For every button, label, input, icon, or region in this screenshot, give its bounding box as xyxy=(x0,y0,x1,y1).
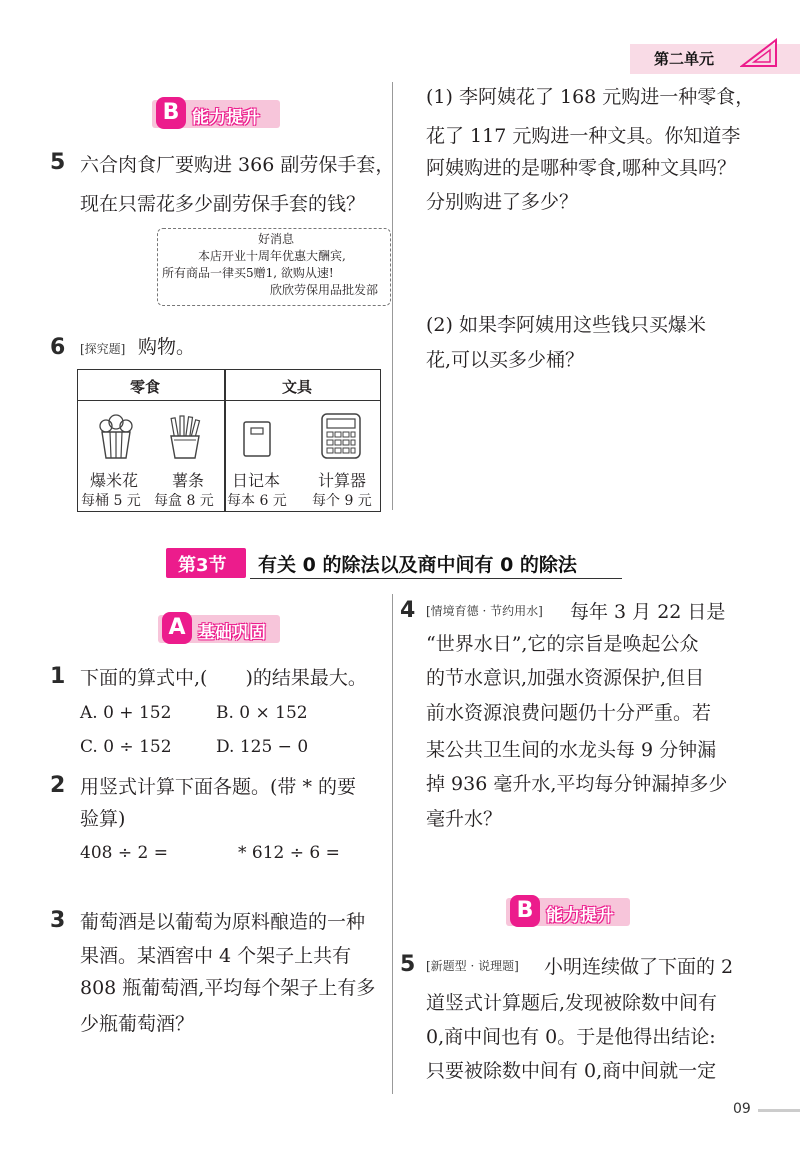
q1-option: C. 0 ÷ 152 xyxy=(80,737,172,757)
badge-label: 能力提升 xyxy=(192,108,260,128)
q4-line: 每年 3 月 22 日是 xyxy=(570,601,726,623)
badge-label: 能力提升 xyxy=(546,906,614,926)
item-name: 薯条 xyxy=(172,471,205,490)
q1-option: A. 0 + 152 xyxy=(80,703,172,723)
q5b-line: 道竖式计算题后,发现被除数中间有 xyxy=(426,992,718,1014)
question-number: 3 xyxy=(50,908,66,933)
notice-line: 所有商品一律买5赠1, 欲购从速! xyxy=(162,266,334,280)
header-stationery: 文具 xyxy=(282,378,313,396)
p2-line: (2) 如果李阿姨用这些钱只买爆米 xyxy=(426,314,706,336)
question-tag: [新题型 · 说理题] xyxy=(426,959,519,973)
p1-line: 花了 117 元购进一种文具。你知道李 xyxy=(426,125,741,147)
q5b-line: 小明连续做了下面的 2 xyxy=(544,956,734,978)
q5b-line: 0,商中间也有 0。于是他得出结论: xyxy=(426,1026,716,1048)
section-badge: 第3节 xyxy=(178,555,227,576)
q2-line: 用竖式计算下面各题。(带 * 的要 xyxy=(80,776,356,798)
shopping-table xyxy=(77,369,381,512)
p1-line: (1) 李阿姨花了 168 元购进一种零食， xyxy=(426,86,755,108)
item-price: 每桶 5 元 xyxy=(81,493,141,509)
footer-rule xyxy=(758,1109,800,1112)
header-snacks: 零食 xyxy=(130,378,161,396)
unit-header xyxy=(630,44,800,74)
notice-title: 好消息 xyxy=(258,232,295,246)
q2-expr: 408 ÷ 2 = xyxy=(80,843,168,863)
badge-ability xyxy=(506,898,630,926)
section-title: 有关 0 的除法以及商中间有 0 的除法 xyxy=(258,554,577,576)
q5b-line: 只要被除数中间有 0,商中间就一定 xyxy=(426,1060,717,1082)
notice-signature: 欣欣劳保用品批发部 xyxy=(270,283,379,297)
triangle-ruler-icon xyxy=(740,38,778,68)
popcorn-icon xyxy=(96,414,136,460)
p1-line: 分别购进了多少？ xyxy=(426,191,579,213)
q1-option: B. 0 × 152 xyxy=(216,703,308,723)
q4-line: 毫升水？ xyxy=(426,808,503,830)
q4-line: 前水资源浪费问题仍十分严重。若 xyxy=(426,702,712,724)
q3-line: 808 瓶葡萄酒,平均每个架子上有多 xyxy=(80,977,376,999)
question-number: 4 xyxy=(400,598,416,623)
badge-label: 基础巩固 xyxy=(198,623,266,643)
fries-icon xyxy=(166,414,204,460)
p2-line: 花,可以买多少桶？ xyxy=(426,349,585,371)
badge-letter: B xyxy=(156,97,186,129)
q5-line-2: 现在只需花多少副劳保手套的钱？ xyxy=(80,193,366,215)
q4-line: 某公共卫生间的水龙头每 9 分钟漏 xyxy=(426,739,717,761)
item-name: 日记本 xyxy=(232,471,281,490)
badge-letter: A xyxy=(162,612,192,644)
item-price: 每本 6 元 xyxy=(227,493,287,509)
item-price: 每盒 8 元 xyxy=(154,493,214,509)
item-price: 每个 9 元 xyxy=(312,493,372,509)
q4-line: 掉 936 毫升水,平均每分钟漏掉多少 xyxy=(426,773,728,795)
calculator-icon xyxy=(320,412,362,460)
badge-basic xyxy=(158,615,280,643)
q3-line: 少瓶葡萄酒？ xyxy=(80,1013,195,1035)
section-header xyxy=(166,548,622,578)
question-number: 6 xyxy=(50,335,66,360)
notebook-icon xyxy=(242,420,272,458)
q5-line-1: 六合肉食厂要购进 366 副劳保手套， xyxy=(80,154,395,176)
question-tag: [情境育德 · 节约用水] xyxy=(426,604,543,618)
question-number: 2 xyxy=(50,773,66,798)
q6-text: 购物。 xyxy=(138,336,196,358)
question-tag: [探究题] xyxy=(80,342,126,356)
column-divider-bottom xyxy=(392,594,393,1094)
page-number: 09 xyxy=(733,1101,751,1117)
q4-line: “世界水日”,它的宗旨是唤起公众 xyxy=(426,633,699,655)
q1-option: D. 125 − 0 xyxy=(216,737,309,757)
badge-letter: B xyxy=(510,895,540,927)
notice-box xyxy=(157,228,391,306)
q2-line: 验算) xyxy=(80,808,126,830)
question-number: 5 xyxy=(400,952,416,977)
badge-ability xyxy=(152,100,280,128)
question-number: 1 xyxy=(50,664,66,689)
p1-line: 阿姨购进的是哪种零食,哪种文具吗？ xyxy=(426,157,737,179)
item-name: 计算器 xyxy=(318,471,367,490)
q3-line: 葡萄酒是以葡萄为原料酿造的一种 xyxy=(80,911,366,933)
q3-line: 果酒。某酒窖中 4 个架子上共有 xyxy=(80,945,352,967)
question-number: 5 xyxy=(50,150,66,175)
q2-expr: * 612 ÷ 6 = xyxy=(238,843,340,863)
q4-line: 的节水意识,加强水资源保护,但目 xyxy=(426,667,705,689)
item-name: 爆米花 xyxy=(90,471,139,490)
notice-line: 本店开业十周年优惠大酬宾, xyxy=(198,249,346,263)
q1-text: 下面的算式中,( )的结果最大。 xyxy=(80,667,367,689)
unit-title: 第二单元 xyxy=(654,50,715,68)
